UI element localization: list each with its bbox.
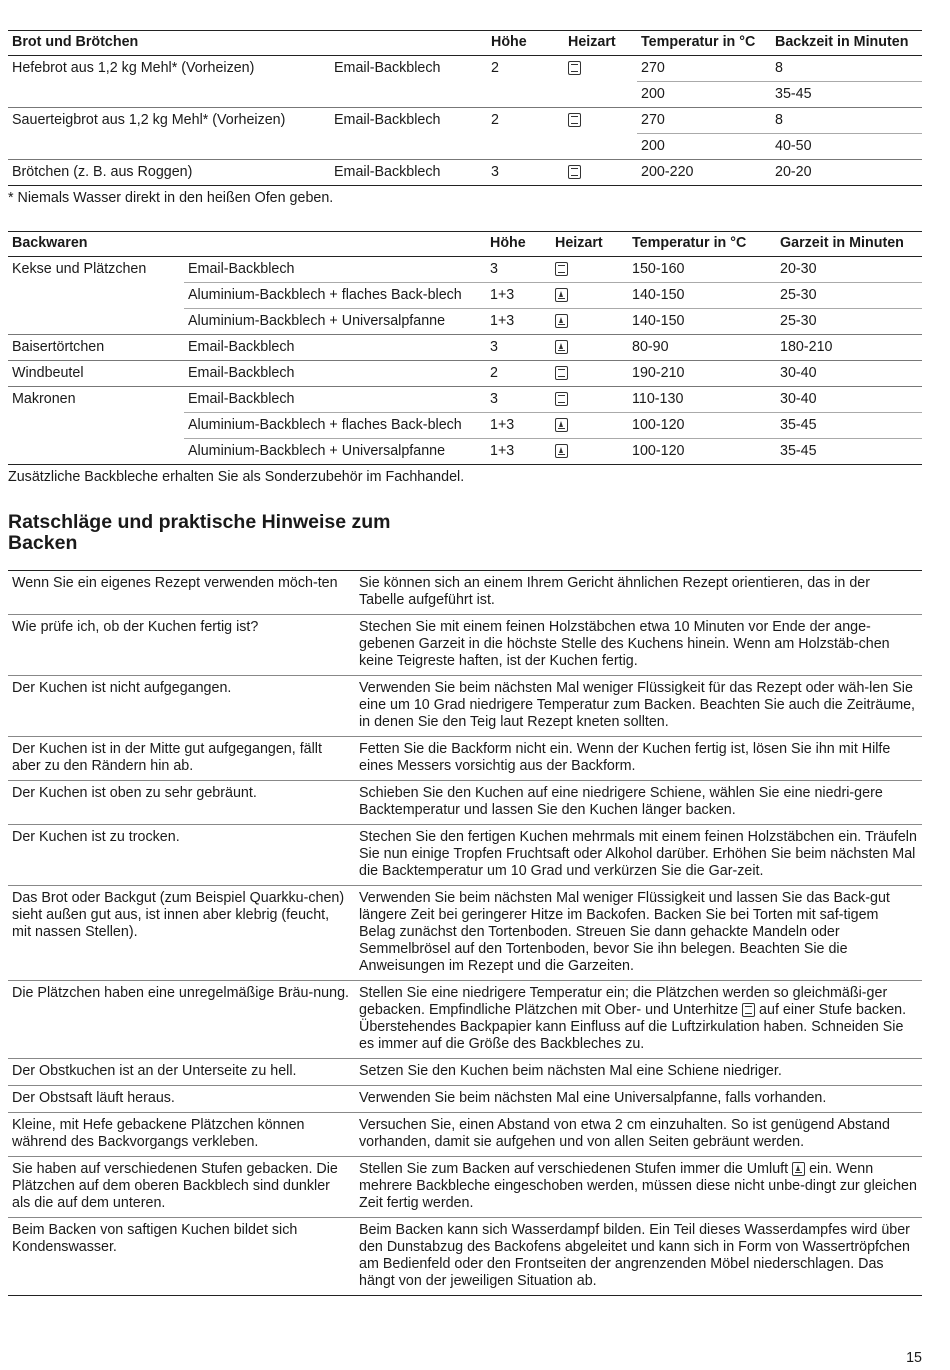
table-row xyxy=(8,56,922,82)
col-header-tray xyxy=(330,31,487,56)
tip-answer xyxy=(355,1157,922,1218)
tip-answer: Sie können sich an einem Ihrem Gericht ähnlichen Rezept orientieren, das in der Tabelle aufgeführt ist. xyxy=(355,571,922,615)
col-header-temperature: Temperatur in °C xyxy=(637,31,771,56)
row-temp: 200-220 xyxy=(637,160,771,186)
row-tray: Aluminium-Backblech + flaches Back-blech xyxy=(184,283,486,309)
tip-question: Der Obstkuchen ist an der Unterseite zu hell. xyxy=(8,1059,355,1086)
tip-question: Der Kuchen ist oben zu sehr gebräunt. xyxy=(8,781,355,825)
tip-answer: Versuchen Sie, einen Abstand von etwa 2 cm einzuhalten. So ist genügend Abstand vorhanden, damit sie aufgehen und von allen Seiten gebräunt werden. xyxy=(355,1113,922,1157)
row-level: 2 xyxy=(486,361,551,387)
table-row xyxy=(8,413,922,439)
tip-row xyxy=(8,825,922,886)
tip-question: Wie prüfe ich, ob der Kuchen fertig ist? xyxy=(8,615,355,676)
tip-answer xyxy=(355,981,922,1059)
row-name: Sauerteigbrot aus 1,2 kg Mehl* (Vorheizen) xyxy=(8,108,330,134)
tip-row xyxy=(8,1218,922,1296)
row-level: 1+3 xyxy=(486,439,551,465)
tip-question: Der Kuchen ist zu trocken. xyxy=(8,825,355,886)
row-time: 40-50 xyxy=(771,134,922,160)
tip-row xyxy=(8,1157,922,1218)
page-number: 15 xyxy=(906,1350,922,1366)
row-level: 1+3 xyxy=(486,413,551,439)
row-temp: 140-150 xyxy=(628,283,776,309)
tip-answer: Schieben Sie den Kuchen auf eine niedrigere Schiene, wählen Sie eine niedri-gere Backtemperatur und lassen Sie den Kuchen länger backen. xyxy=(355,781,922,825)
row-time: 8 xyxy=(771,108,922,134)
top-bottom-heat-icon xyxy=(555,262,568,276)
row-time: 8 xyxy=(775,60,783,76)
tip-question: Der Kuchen ist in der Mitte gut aufgegangen, fällt aber zu den Rändern hin ab. xyxy=(8,737,355,781)
row-level: 3 xyxy=(490,261,498,277)
tip-answer: Verwenden Sie beim nächsten Mal eine Universalpfanne, falls vorhanden. xyxy=(355,1086,922,1113)
row-time: 30-40 xyxy=(776,387,922,413)
row-tray: Aluminium-Backblech + Universalpfanne xyxy=(184,439,486,465)
row-temp: 140-150 xyxy=(628,309,776,335)
row-level: 2 xyxy=(487,108,564,134)
tip-answer: Fetten Sie die Backform nicht ein. Wenn der Kuchen fertig ist, lösen Sie ihn mit Hilfe eines Messers vorsichtig aus der Backform. xyxy=(355,737,922,781)
row-name: Brötchen (z. B. aus Roggen) xyxy=(8,160,330,186)
row-temp: 270 xyxy=(637,108,771,134)
row-level: 3 xyxy=(486,335,551,361)
table-row xyxy=(8,257,922,283)
row-name: Makronen xyxy=(8,387,184,413)
row-level: 1+3 xyxy=(486,283,551,309)
hot-air-icon xyxy=(555,444,568,458)
row-temp: 270 xyxy=(641,60,665,76)
tip-row xyxy=(8,781,922,825)
table-row xyxy=(8,134,922,160)
table-row xyxy=(8,82,922,108)
table-row xyxy=(8,439,922,465)
hot-air-icon xyxy=(555,288,568,302)
tip-question: Der Kuchen ist nicht aufgegangen. xyxy=(8,676,355,737)
tips-table xyxy=(8,570,922,1296)
row-name: Windbeutel xyxy=(8,361,184,387)
col-header-temperature: Temperatur in °C xyxy=(628,232,776,257)
col-header-time: Garzeit in Minuten xyxy=(776,232,922,257)
tip-row xyxy=(8,737,922,781)
row-tray: Email-Backblech xyxy=(330,160,487,186)
row-level: 2 xyxy=(491,60,499,76)
tip-row xyxy=(8,676,922,737)
table-header-row xyxy=(8,31,922,56)
row-tray: Email-Backblech xyxy=(334,60,441,76)
tip-answer-part: Stellen Sie eine niedrigere Temperatur ein; die Plätzchen werden so gleichmäßi-ger gebacken. Empfindliche Plätzchen mit Ober- und Unterhitze xyxy=(359,985,888,1018)
row-tray: Aluminium-Backblech + Universalpfanne xyxy=(184,309,486,335)
tip-row xyxy=(8,1059,922,1086)
table-row xyxy=(8,283,922,309)
top-bottom-heat-icon xyxy=(742,1003,755,1017)
row-name: Baisertörtchen xyxy=(8,335,184,361)
bread-table-note: * Niemals Wasser direkt in den heißen Ofen geben. xyxy=(8,190,334,206)
tip-question: Kleine, mit Hefe gebackene Plätzchen können während des Backvorgangs verkleben. xyxy=(8,1113,355,1157)
tip-answer: Stechen Sie den fertigen Kuchen mehrmals mit einem feinen Holzstäbchen ein. Träufeln Sie nun einige Tropfen Fruchtsaft oder Alkohol darüber. Erhöhen Sie beim nächsten Mal die Backtemperatur um 10 Grad und verkürzen Sie die Gar-zeit. xyxy=(355,825,922,886)
row-tray: Email-Backblech xyxy=(184,335,486,361)
hot-air-icon xyxy=(555,314,568,328)
hot-air-icon xyxy=(792,1162,805,1176)
tip-question: Sie haben auf verschiedenen Stufen gebacken. Die Plätzchen auf dem oberen Backblech sind dunkler als die auf dem unteren. xyxy=(8,1157,355,1218)
table-header-row xyxy=(8,232,922,257)
table-row xyxy=(8,361,922,387)
top-bottom-heat-icon xyxy=(555,392,568,406)
tip-row xyxy=(8,1113,922,1157)
col-header-level: Höhe xyxy=(486,232,551,257)
row-level: 1+3 xyxy=(486,309,551,335)
table-row xyxy=(8,335,922,361)
col-header-heating: Heizart xyxy=(551,232,628,257)
row-temp: 110-130 xyxy=(628,387,776,413)
row-time: 180-210 xyxy=(776,335,922,361)
row-time: 20-30 xyxy=(780,261,817,277)
row-time: 35-45 xyxy=(776,413,922,439)
tip-answer: Verwenden Sie beim nächsten Mal weniger Flüssigkeit und lassen Sie das Back-gut längere Zeit bei geringerer Hitze im Backofen. Backen Sie bei Torten mit saf-tigem Belag zunächst den Tortenboden. Streuen Sie dann gehackte Mandeln oder Semmelbrösel auf den Tortenboden, bevor Sie ihn belegen. Beachten Sie die Anweisungen im Rezept und die Garzeiten. xyxy=(355,886,922,981)
tip-row xyxy=(8,886,922,981)
row-time: 35-45 xyxy=(776,439,922,465)
row-level: 3 xyxy=(487,160,564,186)
row-temp: 100-120 xyxy=(628,439,776,465)
row-tray: Email-Backblech xyxy=(330,108,487,134)
top-bottom-heat-icon xyxy=(568,61,581,75)
row-temp: 190-210 xyxy=(628,361,776,387)
tip-answer-part: Stellen Sie zum Backen auf verschiedenen Stufen immer die Umluft xyxy=(359,1161,789,1177)
hot-air-icon xyxy=(555,340,568,354)
tip-row xyxy=(8,1086,922,1113)
page xyxy=(8,30,922,1296)
row-time: 25-30 xyxy=(776,283,922,309)
col-header-level: Höhe xyxy=(487,31,564,56)
row-tray: Aluminium-Backblech + flaches Back-blech xyxy=(184,413,486,439)
tip-question: Der Obstsaft läuft heraus. xyxy=(8,1086,355,1113)
row-tray: Email-Backblech xyxy=(184,361,486,387)
section-title: Ratschläge und praktische Hinweise zum Backen xyxy=(8,511,391,554)
table-row xyxy=(8,309,922,335)
col-header-category: Backwaren xyxy=(8,232,184,257)
row-name: Hefebrot aus 1,2 kg Mehl* (Vorheizen) xyxy=(12,60,255,76)
tip-answer: Setzen Sie den Kuchen beim nächsten Mal eine Schiene niedriger. xyxy=(355,1059,922,1086)
tip-row xyxy=(8,981,922,1059)
row-name: Kekse und Plätzchen xyxy=(12,261,147,277)
tip-question: Beim Backen von saftigen Kuchen bildet sich Kondenswasser. xyxy=(8,1218,355,1296)
tip-row xyxy=(8,615,922,676)
tip-question: Die Plätzchen haben eine unregelmäßige Bräu-nung. xyxy=(8,981,355,1059)
top-bottom-heat-icon xyxy=(568,165,581,179)
top-bottom-heat-icon xyxy=(555,366,568,380)
table-row xyxy=(8,160,922,186)
row-temp: 200 xyxy=(637,134,771,160)
row-tray: Email-Backblech xyxy=(184,387,486,413)
pastry-table xyxy=(8,231,922,465)
tip-answer: Beim Backen kann sich Wasserdampf bilden. Ein Teil dieses Wasserdampfes wird über den Dunstabzug des Backofens abgeleitet und kann sich in Form von Wassertröpfchen am Bedienfeld oder den Frontseiten der angrenzenden Möbel niederschlagen. Das hängt von der jeweiligen Situation ab. xyxy=(355,1218,922,1296)
pastry-table-note: Zusätzliche Backbleche erhalten Sie als Sonderzubehör im Fachhandel. xyxy=(8,469,465,485)
row-temp: 100-120 xyxy=(628,413,776,439)
col-header-heating: Heizart xyxy=(564,31,637,56)
col-header-category: Brot und Brötchen xyxy=(8,31,330,56)
tip-answer-part: auf einer Stufe backen. Überstehendes Backpapier kann Einfluss auf die Luftzirkulation haben. Schneiden Sie es immer auf die Größe des Backbleches zu. xyxy=(359,1002,907,1052)
tip-question: Das Brot oder Backgut (zum Beispiel Quarkku-chen) sieht außen gut aus, ist innen aber klebrig (feucht, mit nassen Stellen). xyxy=(8,886,355,981)
tip-answer-part: ein. Wenn mehrere Backbleche eingeschoben werden, müssen diese nicht unbe-dingt zur gleichen Zeit fertig werden. xyxy=(359,1161,917,1211)
table-row xyxy=(8,108,922,134)
bread-table xyxy=(8,30,922,186)
row-time: 35-45 xyxy=(771,82,922,108)
col-header-time: Backzeit in Minuten xyxy=(771,31,922,56)
top-bottom-heat-icon xyxy=(568,113,581,127)
row-tray: Email-Backblech xyxy=(188,261,295,277)
tip-answer: Verwenden Sie beim nächsten Mal weniger Flüssigkeit für das Rezept oder wäh-len Sie eine um 10 Grad niedrigere Temperatur zum Backen. Beachten Sie auch die Zeiträume, in denen Sie den Teig laut Rezept kneten sollten. xyxy=(355,676,922,737)
row-time: 30-40 xyxy=(776,361,922,387)
tip-question: Wenn Sie ein eigenes Rezept verwenden möch-ten xyxy=(8,571,355,615)
hot-air-icon xyxy=(555,418,568,432)
tip-answer: Stechen Sie mit einem feinen Holzstäbchen etwa 10 Minuten vor Ende der ange-gebenen Garzeit in die höchste Stelle des Kuchens hinein. Wenn am Holzstäb-chen keine Teigreste haften, ist der Kuchen fertig. xyxy=(355,615,922,676)
row-level: 3 xyxy=(486,387,551,413)
row-time: 25-30 xyxy=(776,309,922,335)
tip-row xyxy=(8,571,922,615)
row-time: 20-20 xyxy=(771,160,922,186)
row-temp: 200 xyxy=(637,82,771,108)
col-header-tray xyxy=(184,232,486,257)
row-temp: 150-160 xyxy=(632,261,685,277)
row-temp: 80-90 xyxy=(628,335,776,361)
table-row xyxy=(8,387,922,413)
